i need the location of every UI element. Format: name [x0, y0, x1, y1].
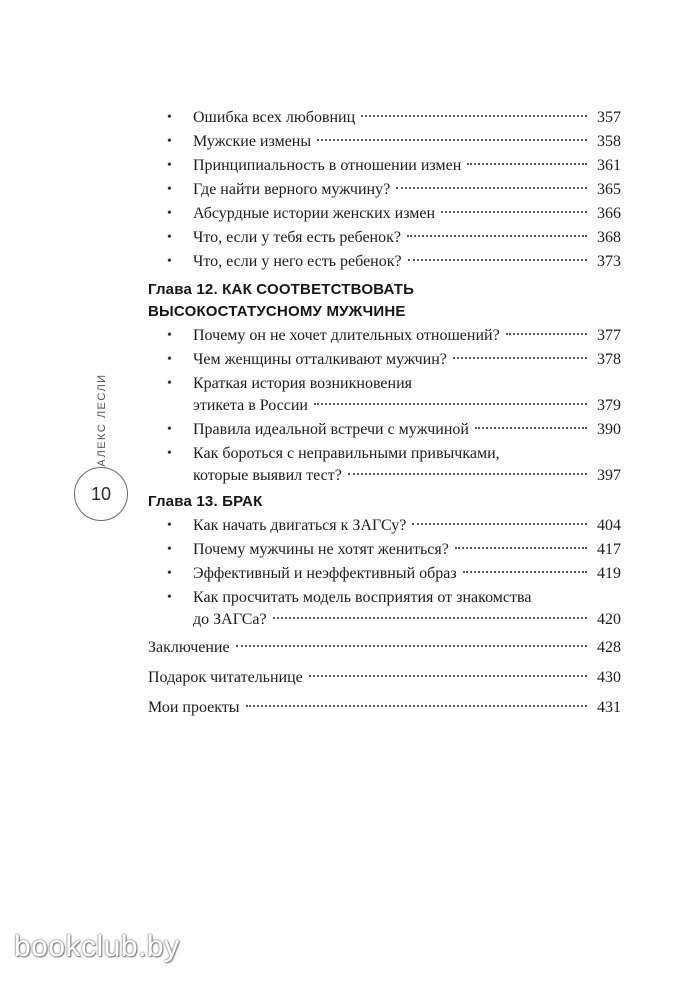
dot-leader	[455, 547, 587, 549]
bullet-icon: •	[167, 518, 172, 533]
toc-entry-page: 404	[597, 517, 621, 534]
dot-leader	[348, 473, 587, 475]
toc-entry-page: 419	[597, 565, 621, 582]
toc-entry-page: 358	[597, 133, 621, 150]
chapter-12-heading-line1: Глава 12. КАК СООТВЕТСТВОВАТЬ	[148, 281, 415, 298]
toc-entry-title: Принципиальность в отношении измен	[193, 157, 462, 174]
toc-entry-page: 420	[597, 611, 621, 628]
toc-entry-page: 377	[597, 327, 621, 344]
watermark-text: bookclub.by	[14, 930, 180, 963]
toc-entry-page: 379	[597, 397, 621, 414]
bullet-icon: •	[167, 328, 172, 343]
bullet-icon: •	[167, 446, 172, 461]
toc-entry-title: Что, если у него есть ребенок?	[193, 253, 402, 270]
toc-entry-page: 397	[597, 467, 621, 484]
toc-entry-title: Заключение	[148, 639, 230, 656]
bullet-icon: •	[167, 542, 172, 557]
dot-leader	[408, 259, 587, 261]
toc-entry-page: 366	[597, 205, 621, 222]
toc-entry-page: 431	[597, 699, 621, 716]
bullet-icon: •	[167, 376, 172, 391]
toc-entry	[167, 179, 621, 201]
toc-entry-page: 390	[597, 421, 621, 438]
toc-entry	[167, 539, 621, 561]
page-number: 10	[90, 483, 112, 504]
dot-leader	[361, 115, 587, 117]
dot-leader	[453, 357, 587, 359]
dot-leader	[441, 211, 587, 213]
toc-entry	[193, 465, 621, 487]
toc-entry-title: Как начать двигаться к ЗАГСу?	[193, 517, 407, 534]
toc-entry	[167, 349, 621, 371]
bullet-icon: •	[167, 110, 172, 125]
toc-entry-title: до ЗАГСа?	[193, 611, 267, 628]
toc-entry-title: Подарок читательнице	[148, 669, 303, 686]
toc-entry-title-first: Краткая история возникновения	[193, 375, 412, 392]
toc-entry-title: Что, если у тебя есть ребенок?	[193, 229, 401, 246]
dot-leader	[273, 617, 587, 619]
toc-entry-title: Правила идеальной встречи с мужчиной	[193, 421, 469, 438]
bullet-icon: •	[167, 254, 172, 269]
toc-entry-title: Чем женщины отталкивают мужчин?	[193, 351, 447, 368]
dot-leader	[246, 705, 587, 707]
toc-entry-title-first: Как бороться с неправильными привычками,	[193, 445, 500, 462]
toc-entry	[148, 667, 621, 689]
bullet-icon: •	[167, 590, 172, 605]
toc-entry	[167, 419, 621, 441]
toc-entry-title: которые выявил тест?	[193, 467, 342, 484]
toc-entry-page: 357	[597, 109, 621, 126]
toc-entry-title: Эффективный и неэффективный образ	[193, 565, 457, 582]
toc-entry	[193, 395, 621, 417]
toc-entry-page: 428	[597, 639, 621, 656]
dot-leader	[412, 523, 587, 525]
toc-entry	[167, 251, 621, 273]
toc-entry-page: 417	[597, 541, 621, 558]
toc-entry-title-first: Как просчитать модель восприятия от знакомства	[193, 589, 532, 606]
toc-entry-title: Ошибка всех любовниц	[193, 109, 356, 126]
dot-leader	[309, 675, 587, 677]
dot-leader	[467, 163, 587, 165]
toc-entry	[167, 325, 621, 347]
bullet-icon: •	[167, 566, 172, 581]
toc-entry-title: Где найти верного мужчину?	[193, 181, 391, 198]
toc-entry	[167, 227, 621, 249]
bullet-icon: •	[167, 182, 172, 197]
bullet-icon: •	[167, 422, 172, 437]
toc-entry	[167, 107, 621, 129]
bullet-icon: •	[167, 134, 172, 149]
toc-entry-page: 368	[597, 229, 621, 246]
dot-leader	[407, 235, 587, 237]
chapter-12-heading-line2: ВЫСОКОСТАТУСНОМУ МУЖЧИНЕ	[148, 303, 406, 320]
toc-entry	[148, 697, 621, 719]
dot-leader	[314, 403, 587, 405]
toc-entry	[193, 609, 621, 631]
bullet-icon: •	[167, 352, 172, 367]
toc-entry-page: 430	[597, 669, 621, 686]
toc-entry-page: 361	[597, 157, 621, 174]
bullet-icon: •	[167, 206, 172, 221]
toc-entry-title: Мои проекты	[148, 699, 240, 716]
toc-entry-title: этикета в России	[193, 397, 308, 414]
toc-entry-title: Мужские измены	[193, 133, 312, 150]
running-head-author: АЛЕКС ЛЕСЛИ	[96, 373, 108, 467]
toc-entry	[167, 155, 621, 177]
toc-entry	[148, 637, 621, 659]
toc-entry-page: 378	[597, 351, 621, 368]
dot-leader	[317, 139, 587, 141]
page-number-badge	[74, 467, 128, 521]
dot-leader	[396, 187, 587, 189]
dot-leader	[506, 333, 587, 335]
dot-leader	[236, 645, 587, 647]
toc-entry-title-line1	[167, 587, 532, 609]
toc-entry	[167, 203, 621, 225]
chapter-13-heading: Глава 13. БРАК	[148, 493, 263, 510]
bullet-icon: •	[167, 230, 172, 245]
bullet-icon: •	[167, 158, 172, 173]
toc-entry	[167, 515, 621, 537]
dot-leader	[463, 571, 587, 573]
toc-entry-title-line1	[167, 443, 500, 465]
toc-entry	[167, 563, 621, 585]
toc-entry-page: 365	[597, 181, 621, 198]
dot-leader	[475, 427, 587, 429]
toc-entry-title: Абсурдные истории женских измен	[193, 205, 436, 222]
toc-entry-page: 373	[597, 253, 621, 270]
toc-entry-title: Почему мужчины не хотят жениться?	[193, 541, 449, 558]
toc-entry	[167, 131, 621, 153]
toc-entry-title: Почему он не хочет длительных отношений?	[193, 327, 500, 344]
toc-entry-title-line1	[167, 373, 412, 395]
